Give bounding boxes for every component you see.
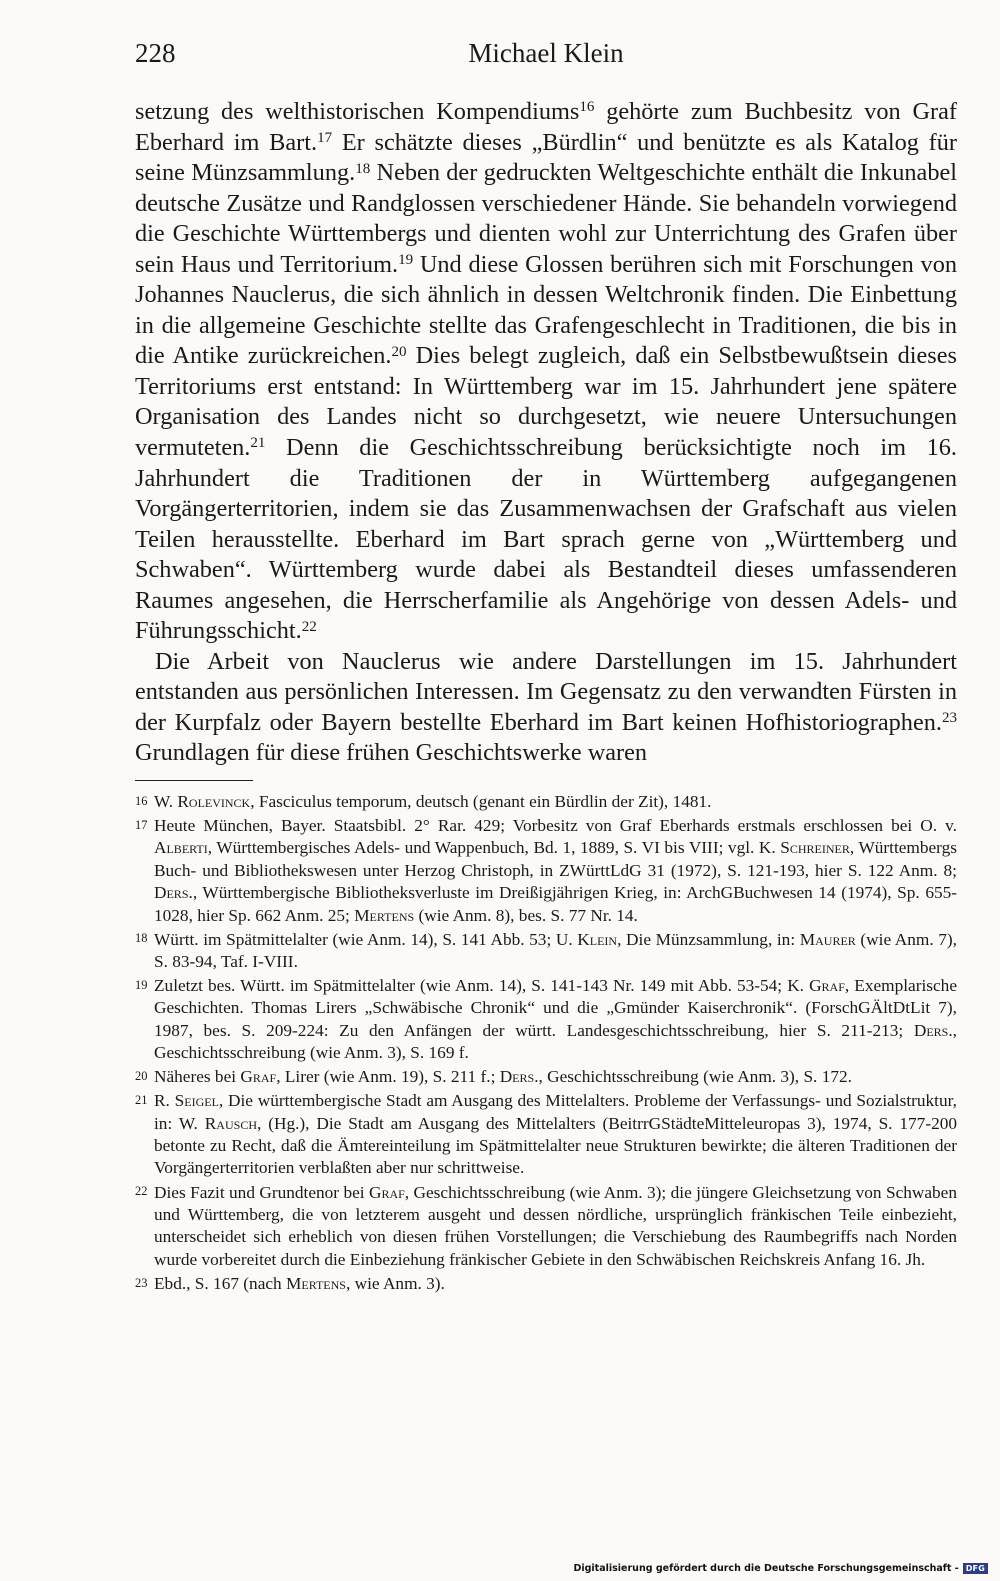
author-name: Schreiner: [780, 838, 850, 858]
text-run: Dies belegt zugleich, daß ein Selbstbewußtsein dieses Territoriums erst entstand: In Württemberg war im 15. Jahrhundert jene spätere Organisation des Landes nicht so durchgesetzt, wie neuere Untersuchungen vermuteten.: [135, 342, 957, 462]
footnote-ref: 20: [391, 343, 407, 360]
footnote-number: 22: [135, 1184, 148, 1199]
footnote-text: W.: [154, 792, 178, 811]
footnote-text: , Geschichtsschreibung (wie Anm. 3); die jüngere Gleichsetzung von Schwaben und Württemberg, die von letzterem ausgeht und dessen nördliche, ursprünglich fränkischen Teile einbezieht, unterscheidet sich erheblich von diesen frühen Vorstellungen; die Verschiebung des Raumbegriffs nach Norden wurde vorbereitet durch die Einbeziehung fränkischer Gebiete in den Schwäbischen Reichskreis Anfang 16. Jh.: [154, 1182, 957, 1269]
footnote-text: Württ. im Spätmittelalter (wie Anm. 14), S. 141 Abb. 53; U.: [154, 929, 578, 949]
footnote-number: 21: [135, 1093, 148, 1108]
footnote-ref: 19: [398, 252, 414, 269]
author-name: Ders.: [913, 1020, 953, 1040]
footnote-text: , Württembergische Bibliotheksverluste im Dreißigjährigen Krieg, in: ArchGBuchwesen 14 (1974), Sp. 655-1028, hier Sp. 662 Anm. 25;: [154, 883, 957, 925]
footnote-text: , Die Münzsammlung, in:: [617, 929, 800, 949]
footnote-text: , Geschichtsschreibung (wie Anm. 3), S. 172.: [538, 1067, 852, 1087]
footnote: [135, 815, 957, 927]
author-name: Seigel: [174, 1091, 219, 1111]
footnote-text: , wie Anm. 3).: [345, 1273, 445, 1293]
author-name: Mertens: [286, 1273, 346, 1293]
footnote-number: 17: [135, 817, 148, 832]
footnote: [135, 975, 957, 1064]
credit-text: Digitalisierung gefördert durch die Deutsche Forschungsgemeinschaft -: [573, 1562, 959, 1574]
author-name: Maurer: [799, 929, 856, 949]
footnote-ref: 17: [317, 130, 333, 147]
footnote: [135, 1066, 957, 1088]
text-run: Grundlagen für diese frühen Geschichtswerke waren: [135, 739, 648, 767]
footnote-number: 16: [135, 793, 148, 808]
footnote-ref: 16: [579, 99, 595, 116]
footnote-text: , Württembergs Buch- und Bibliothekswesen unter Herzog Christoph, in ZWürttLdG 31 (1972), S. 121-193, hier S. 122 Anm. 8;: [154, 838, 957, 880]
footnote-text: Dies Fazit und Grundtenor bei: [154, 1182, 369, 1202]
footnote-text: , Die württembergische Stadt am Ausgang des Mittelalters. Probleme der Verfassungs- und Sozialstruktur, in: W.: [154, 1091, 957, 1133]
footnote-ref: 21: [250, 435, 266, 452]
footnote-number: 18: [135, 931, 148, 946]
dfg-logo: DFG: [963, 1563, 988, 1574]
author-name: Klein: [577, 929, 618, 949]
main-text: [135, 97, 957, 769]
page-header: [135, 38, 957, 78]
author-name: Mertens: [354, 905, 415, 925]
page-number: 228: [135, 38, 176, 68]
paragraph: [135, 97, 957, 647]
footnote-text: Ebd., S. 167 (nach: [154, 1273, 286, 1293]
footnote-text: , Fasciculus temporum, deutsch (genant ein Bürdlin der Zit), 1481.: [250, 792, 712, 811]
footnote-text: Zuletzt bes. Württ. im Spätmittelalter (wie Anm. 14), S. 141-143 Nr. 149 mit Abb. 53-54; K.: [154, 976, 810, 996]
footnote: [135, 1273, 957, 1295]
footnotes: [135, 791, 957, 1297]
author-name: Ders.: [499, 1067, 539, 1087]
footnote-number: 23: [135, 1275, 148, 1290]
footnote-separator: [135, 780, 253, 781]
author-name: Alberti: [154, 838, 208, 858]
author-name: Graf: [240, 1067, 277, 1087]
text-run: Neben der gedruckten Weltgeschichte enthält die Inkunabel deutsche Zusätze und Randglossen verschiedener Hände. Sie behandeln vorwiegend die Geschichte Württembergs und dienten wohl zur Unterrichtung des Grafen über sein Haus und Territorium.: [135, 159, 957, 278]
author-name: Graf: [809, 976, 845, 996]
text-run: Denn die Geschichtsschreibung berücksichtigte noch im 16. Jahrhundert die Traditionen der in Württemberg aufgegangenen Vorgängerterritorien, indem sie das Zusammenwachsen der Grafschaft aus vielen Teilen herausstellte. Eberhard im Bart sprach gerne von „Württemberg und Schwaben“. Württemberg wurde dabei als Bestandteil dieses umfassenderen Raumes angesehen, die Herrscherfamilie als Angehörige von dessen Adels- und Führungsschicht.: [135, 434, 957, 645]
footnote-ref: 23: [941, 710, 957, 727]
footnote-text: , Geschichtsschreibung (wie Anm. 3), S. 169 f.: [154, 1020, 957, 1063]
author-name: Rolevinck: [177, 792, 251, 811]
footnote: [135, 1182, 957, 1271]
digitization-credit: [573, 1560, 988, 1576]
text-run: setzung des welthistorischen Kompendiums: [135, 98, 580, 125]
footnote-number: 19: [135, 977, 148, 992]
footnote: [135, 791, 957, 813]
text-run: Und diese Glossen berühren sich mit Forschungen von Johannes Nauclerus, die sich ähnlich in dessen Weltchronik finden. Die Einbettung in die allgemeine Geschichte stellte das Grafengeschlecht in Traditionen, die bis in die Antike zurückreichen.: [135, 250, 958, 370]
footnote-ref: 22: [301, 618, 317, 635]
footnote-text: , (Hg.), Die Stadt am Ausgang des Mittelalters (BeitrrGStädteMitteleuropas 3), 1974, S. 177-200 betonte zu Recht, daß die Ämtereinteilung im Spätmittelalter neue Strukturen bewirkte; die älteren Traditionen der Vorgängerterritorien verblaßten aber nur schrittweise.: [154, 1113, 957, 1178]
author-name: Graf: [368, 1182, 405, 1202]
author-name: Rausch: [204, 1113, 257, 1133]
text-run: Er schätzte dieses „Bürdlin“ und benützte es als Katalog für seine Münzsammlung.: [135, 128, 957, 187]
footnote-text: R.: [154, 1091, 175, 1111]
text-run: Die Arbeit von Nauclerus wie andere Darstellungen im 15. Jahrhundert entstanden aus persönlichen Interessen. Im Gegensatz zu den verwandten Fürsten in der Kurpfalz oder Bayern bestellte Eberhard im Bart keinen Hofhistoriographen.: [135, 647, 957, 736]
paragraph: [135, 647, 957, 769]
footnote-text: , Württembergisches Adels- und Wappenbuch, Bd. 1, 1889, S. VI bis VIII; vgl. K.: [207, 838, 781, 858]
footnote-text: (wie Anm. 7), S. 83-94, Taf. I-VIII.: [154, 929, 958, 971]
text-run: gehörte zum Buchbesitz von Graf Eberhard im Bart.: [135, 98, 957, 156]
footnote-text: Heute München, Bayer. Staatsbibl. 2° Rar. 429; Vorbesitz von Graf Eberhards erstmals erschlossen bei O. v.: [154, 816, 957, 836]
footnote-number: 20: [135, 1069, 148, 1084]
footnote-text: , Lirer (wie Anm. 19), S. 211 f.;: [276, 1067, 500, 1087]
footnote-text: Näheres bei: [154, 1067, 241, 1087]
footnote-ref: 18: [355, 160, 371, 177]
footnote: [135, 929, 957, 974]
author-name: Ders.: [154, 883, 193, 903]
footnote: [135, 1090, 957, 1179]
running-head: Michael Klein: [468, 38, 624, 68]
footnote-text: (wie Anm. 8), bes. S. 77 Nr. 14.: [414, 905, 638, 925]
footnote-text: , Exemplarische Geschichten. Thomas Lirers „Schwäbische Chronik“ und die „Gmünder Kaiserchronik“. (ForschGÄltDtLit 7), 1987, bes. S. 209-224: Zu den Anfängen der württ. Landesgeschichtsschreibung, hier S. 211-213;: [154, 976, 957, 1040]
